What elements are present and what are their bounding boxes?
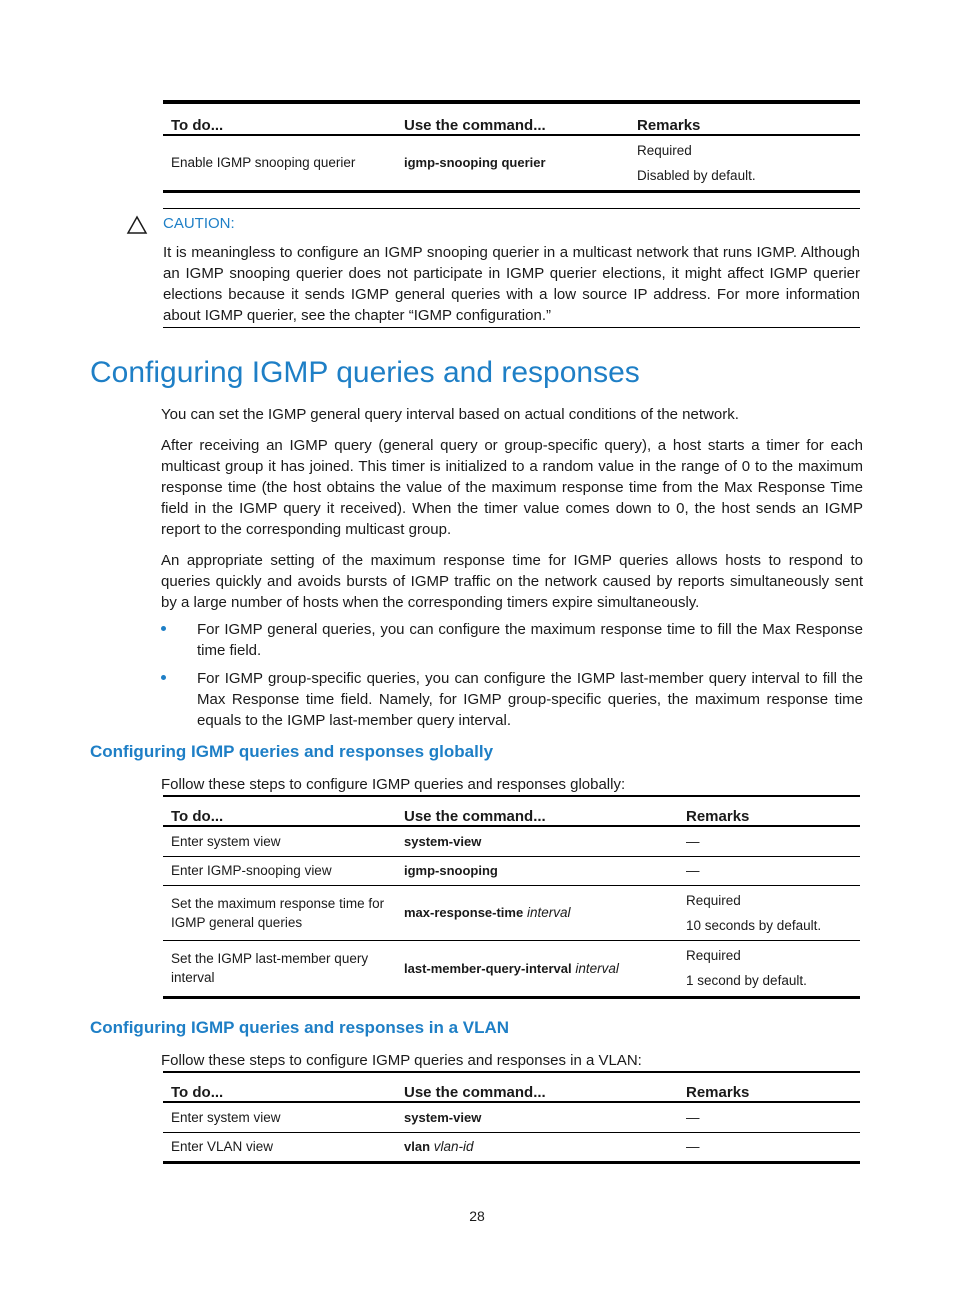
list-item: For IGMP group-specific queries, you can configure the IGMP last-member query interval to fill the Max Response time field. Namely, for IGMP group-specific queries, the maximum response time equals to the IGMP last-member query interval. bbox=[161, 668, 863, 731]
caution-bottom-rule bbox=[163, 327, 860, 328]
global-intro: Follow these steps to configure IGMP queries and responses globally: bbox=[161, 776, 626, 793]
command-cell: igmp-snooping bbox=[396, 856, 678, 885]
command-cell: system-view bbox=[396, 1102, 678, 1132]
remarks-cell: — bbox=[678, 856, 860, 885]
command-cell: last-member-query-interval interval bbox=[396, 940, 678, 997]
todo-cell: Enter VLAN view bbox=[163, 1132, 396, 1162]
command-cell: system-view bbox=[396, 826, 678, 856]
command-cell: max-response-time interval bbox=[396, 885, 678, 940]
global-command-table bbox=[163, 797, 860, 999]
page-number: 28 bbox=[469, 1208, 485, 1224]
vlan-command-table bbox=[163, 1073, 860, 1164]
col-header-command: Use the command... bbox=[396, 104, 629, 135]
col-header-command: Use the command... bbox=[396, 797, 678, 826]
col-header-remarks: Remarks bbox=[678, 797, 860, 826]
table-row bbox=[163, 135, 860, 191]
paragraph-2: After receiving an IGMP query (general query or group-specific query), a host starts a timer for each multicast group it has joined. This timer is initialized to a random value in the range of 0 to the maximum response time (the host obtains the value of the maximum response time from the Max Response Time field in the IGMP query it received). When the timer value comes down to 0, the host sends an IGMP report to the corresponding multicast group. bbox=[161, 437, 863, 538]
paragraph-3: An appropriate setting of the maximum response time for IGMP queries allows hosts to respond to queries quickly and avoids bursts of IGMP traffic on the network caused by reports simultaneously sent by a large number of hosts when the corresponding timers expire simultaneously. bbox=[161, 552, 863, 611]
todo-cell: Set the IGMP last-member query interval bbox=[163, 940, 396, 997]
bullet-icon bbox=[161, 626, 166, 631]
subsection-title-global: Configuring IGMP queries and responses globally bbox=[90, 742, 494, 761]
querier-command-table bbox=[163, 104, 860, 193]
todo-cell: Enter system view bbox=[163, 1102, 396, 1132]
todo-cell: Enable IGMP snooping querier bbox=[163, 135, 396, 191]
table-row bbox=[163, 826, 860, 856]
todo-cell: Set the maximum response time for IGMP general queries bbox=[163, 885, 396, 940]
remarks-cell: — bbox=[678, 1132, 860, 1162]
caution-text: It is meaningless to configure an IGMP snooping querier in a multicast network that runs IGMP. Although an IGMP snooping querier does not participate in IGMP querier elections, it might affect IGMP querier elections because it sends IGMP general queries with a low source IP address. For more information about IGMP querier, see the chapter “IGMP configuration.” bbox=[163, 244, 860, 324]
warning-triangle-icon bbox=[126, 215, 148, 235]
col-header-command: Use the command... bbox=[396, 1073, 678, 1102]
remarks-cell: Required Disabled by default. bbox=[629, 135, 860, 191]
remarks-cell: — bbox=[678, 826, 860, 856]
caution-top-rule bbox=[163, 208, 860, 209]
section-title: Configuring IGMP queries and responses bbox=[90, 356, 640, 389]
col-header-todo: To do... bbox=[163, 104, 396, 135]
command-cell: vlan vlan-id bbox=[396, 1132, 678, 1162]
caution-label: CAUTION: bbox=[163, 215, 235, 232]
remarks-cell: Required 1 second by default. bbox=[678, 940, 860, 997]
paragraph-1: You can set the IGMP general query interval based on actual conditions of the network. bbox=[161, 406, 739, 423]
bullet-icon bbox=[161, 675, 166, 680]
table-row bbox=[163, 856, 860, 885]
vlan-intro: Follow these steps to configure IGMP queries and responses in a VLAN: bbox=[161, 1052, 642, 1069]
table-row bbox=[163, 940, 860, 997]
remarks-cell: — bbox=[678, 1102, 860, 1132]
table-row bbox=[163, 1102, 860, 1132]
col-header-remarks: Remarks bbox=[629, 104, 860, 135]
subsection-title-vlan: Configuring IGMP queries and responses in a VLAN bbox=[90, 1018, 510, 1037]
col-header-todo: To do... bbox=[163, 1073, 396, 1102]
todo-cell: Enter system view bbox=[163, 826, 396, 856]
table-row bbox=[163, 885, 860, 940]
col-header-todo: To do... bbox=[163, 797, 396, 826]
list-item: For IGMP general queries, you can configure the maximum response time to fill the Max Response time field. bbox=[161, 619, 863, 661]
remarks-cell: Required 10 seconds by default. bbox=[678, 885, 860, 940]
col-header-remarks: Remarks bbox=[678, 1073, 860, 1102]
table-row bbox=[163, 1132, 860, 1162]
todo-cell: Enter IGMP-snooping view bbox=[163, 856, 396, 885]
command-cell: igmp-snooping querier bbox=[396, 135, 629, 191]
